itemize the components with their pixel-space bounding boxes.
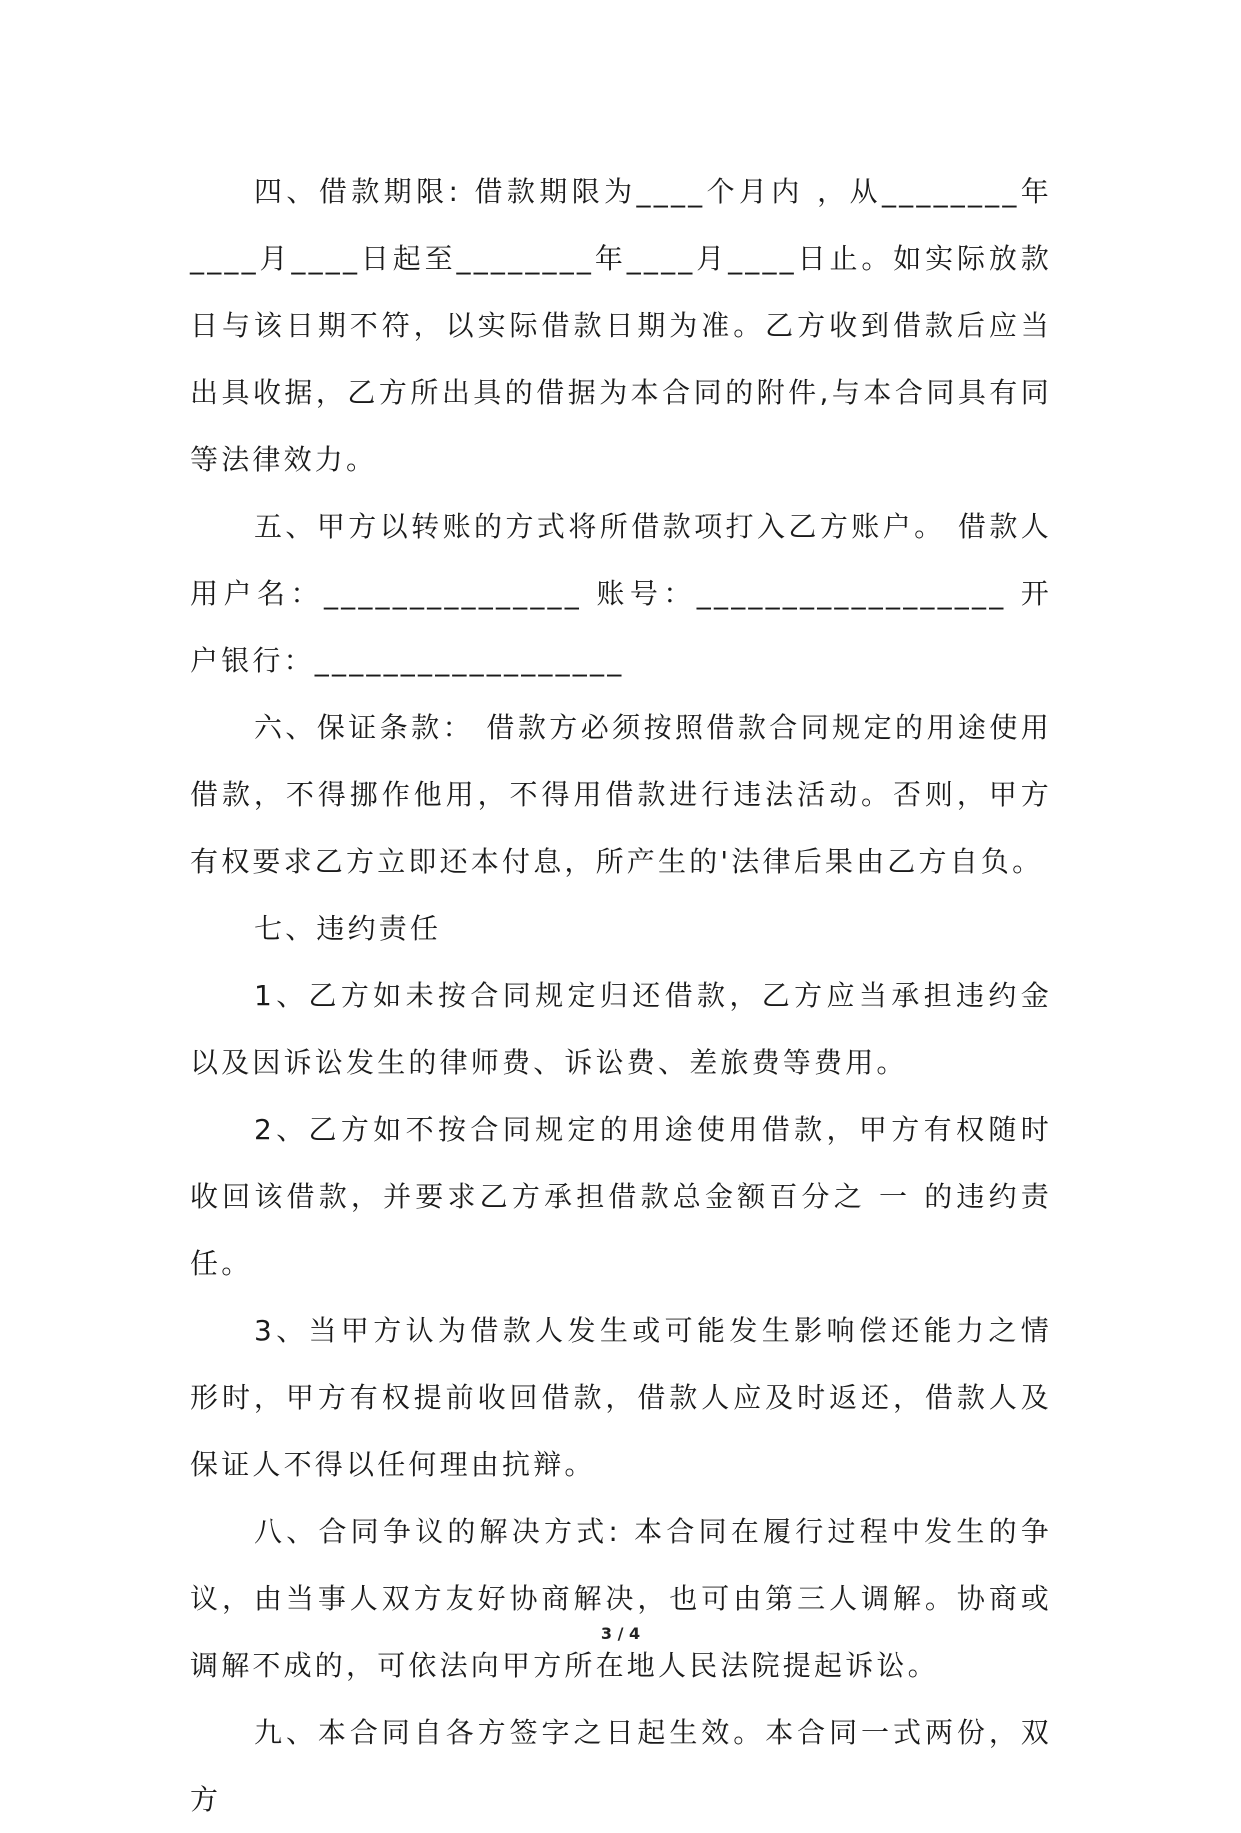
clause-breach-item-2: 2、乙方如不按合同规定的用途使用借款，甲方有权随时收回该借款，并要求乙方承担借款总金额百分之 一 的违约责任。 xyxy=(190,1113,1052,1280)
clause-dispute-resolution: 八、合同争议的解决方式: 本合同在履行过程中发生的争议，由当事人双方友好协商解决，也可由第三人调解。协商或调解不成的，可依法向甲方所在地人民法院提起诉讼。 xyxy=(190,1515,1052,1682)
clause-loan-term: 四、借款期限: 借款期限为____个月内 ，从________年____月____日起至________年____月____日止。如实际放款日与该日期不符，以实际借款日期为准。乙方收到借款后应当出具收据，乙方所出具的借据为本合同的附件,与本合同具有同等法律效力。 xyxy=(190,175,1052,476)
contract-body xyxy=(190,158,1052,1833)
page-number: 3 / 4 xyxy=(600,1624,641,1643)
clause-guarantee: 六、保证条款： 借款方必须按照借款合同规定的用途使用借款，不得挪作他用，不得用借款进行违法活动。否则，甲方有权要求乙方立即还本付息，所产生的'法律后果由乙方自负。 xyxy=(190,711,1052,878)
clause-transfer-account: 五、甲方以转账的方式将所借款项打入乙方账户。 借款人用户名：_______________ 账号：__________________ 开户银行：__________________ xyxy=(190,510,1052,677)
clause-effectiveness: 九、本合同自各方签字之日起生效。本合同一式两份，双方 xyxy=(190,1716,1052,1816)
clause-breach-heading: 七、违约责任 xyxy=(254,912,442,945)
clause-breach-item-1: 1、乙方如未按合同规定归还借款，乙方应当承担违约金以及因诉讼发生的律师费、诉讼费、差旅费等费用。 xyxy=(190,979,1052,1079)
clause-breach-item-3: 3、当甲方认为借款人发生或可能发生影响偿还能力之情形时，甲方有权提前收回借款，借款人应及时返还，借款人及保证人不得以任何理由抗辩。 xyxy=(190,1314,1052,1481)
